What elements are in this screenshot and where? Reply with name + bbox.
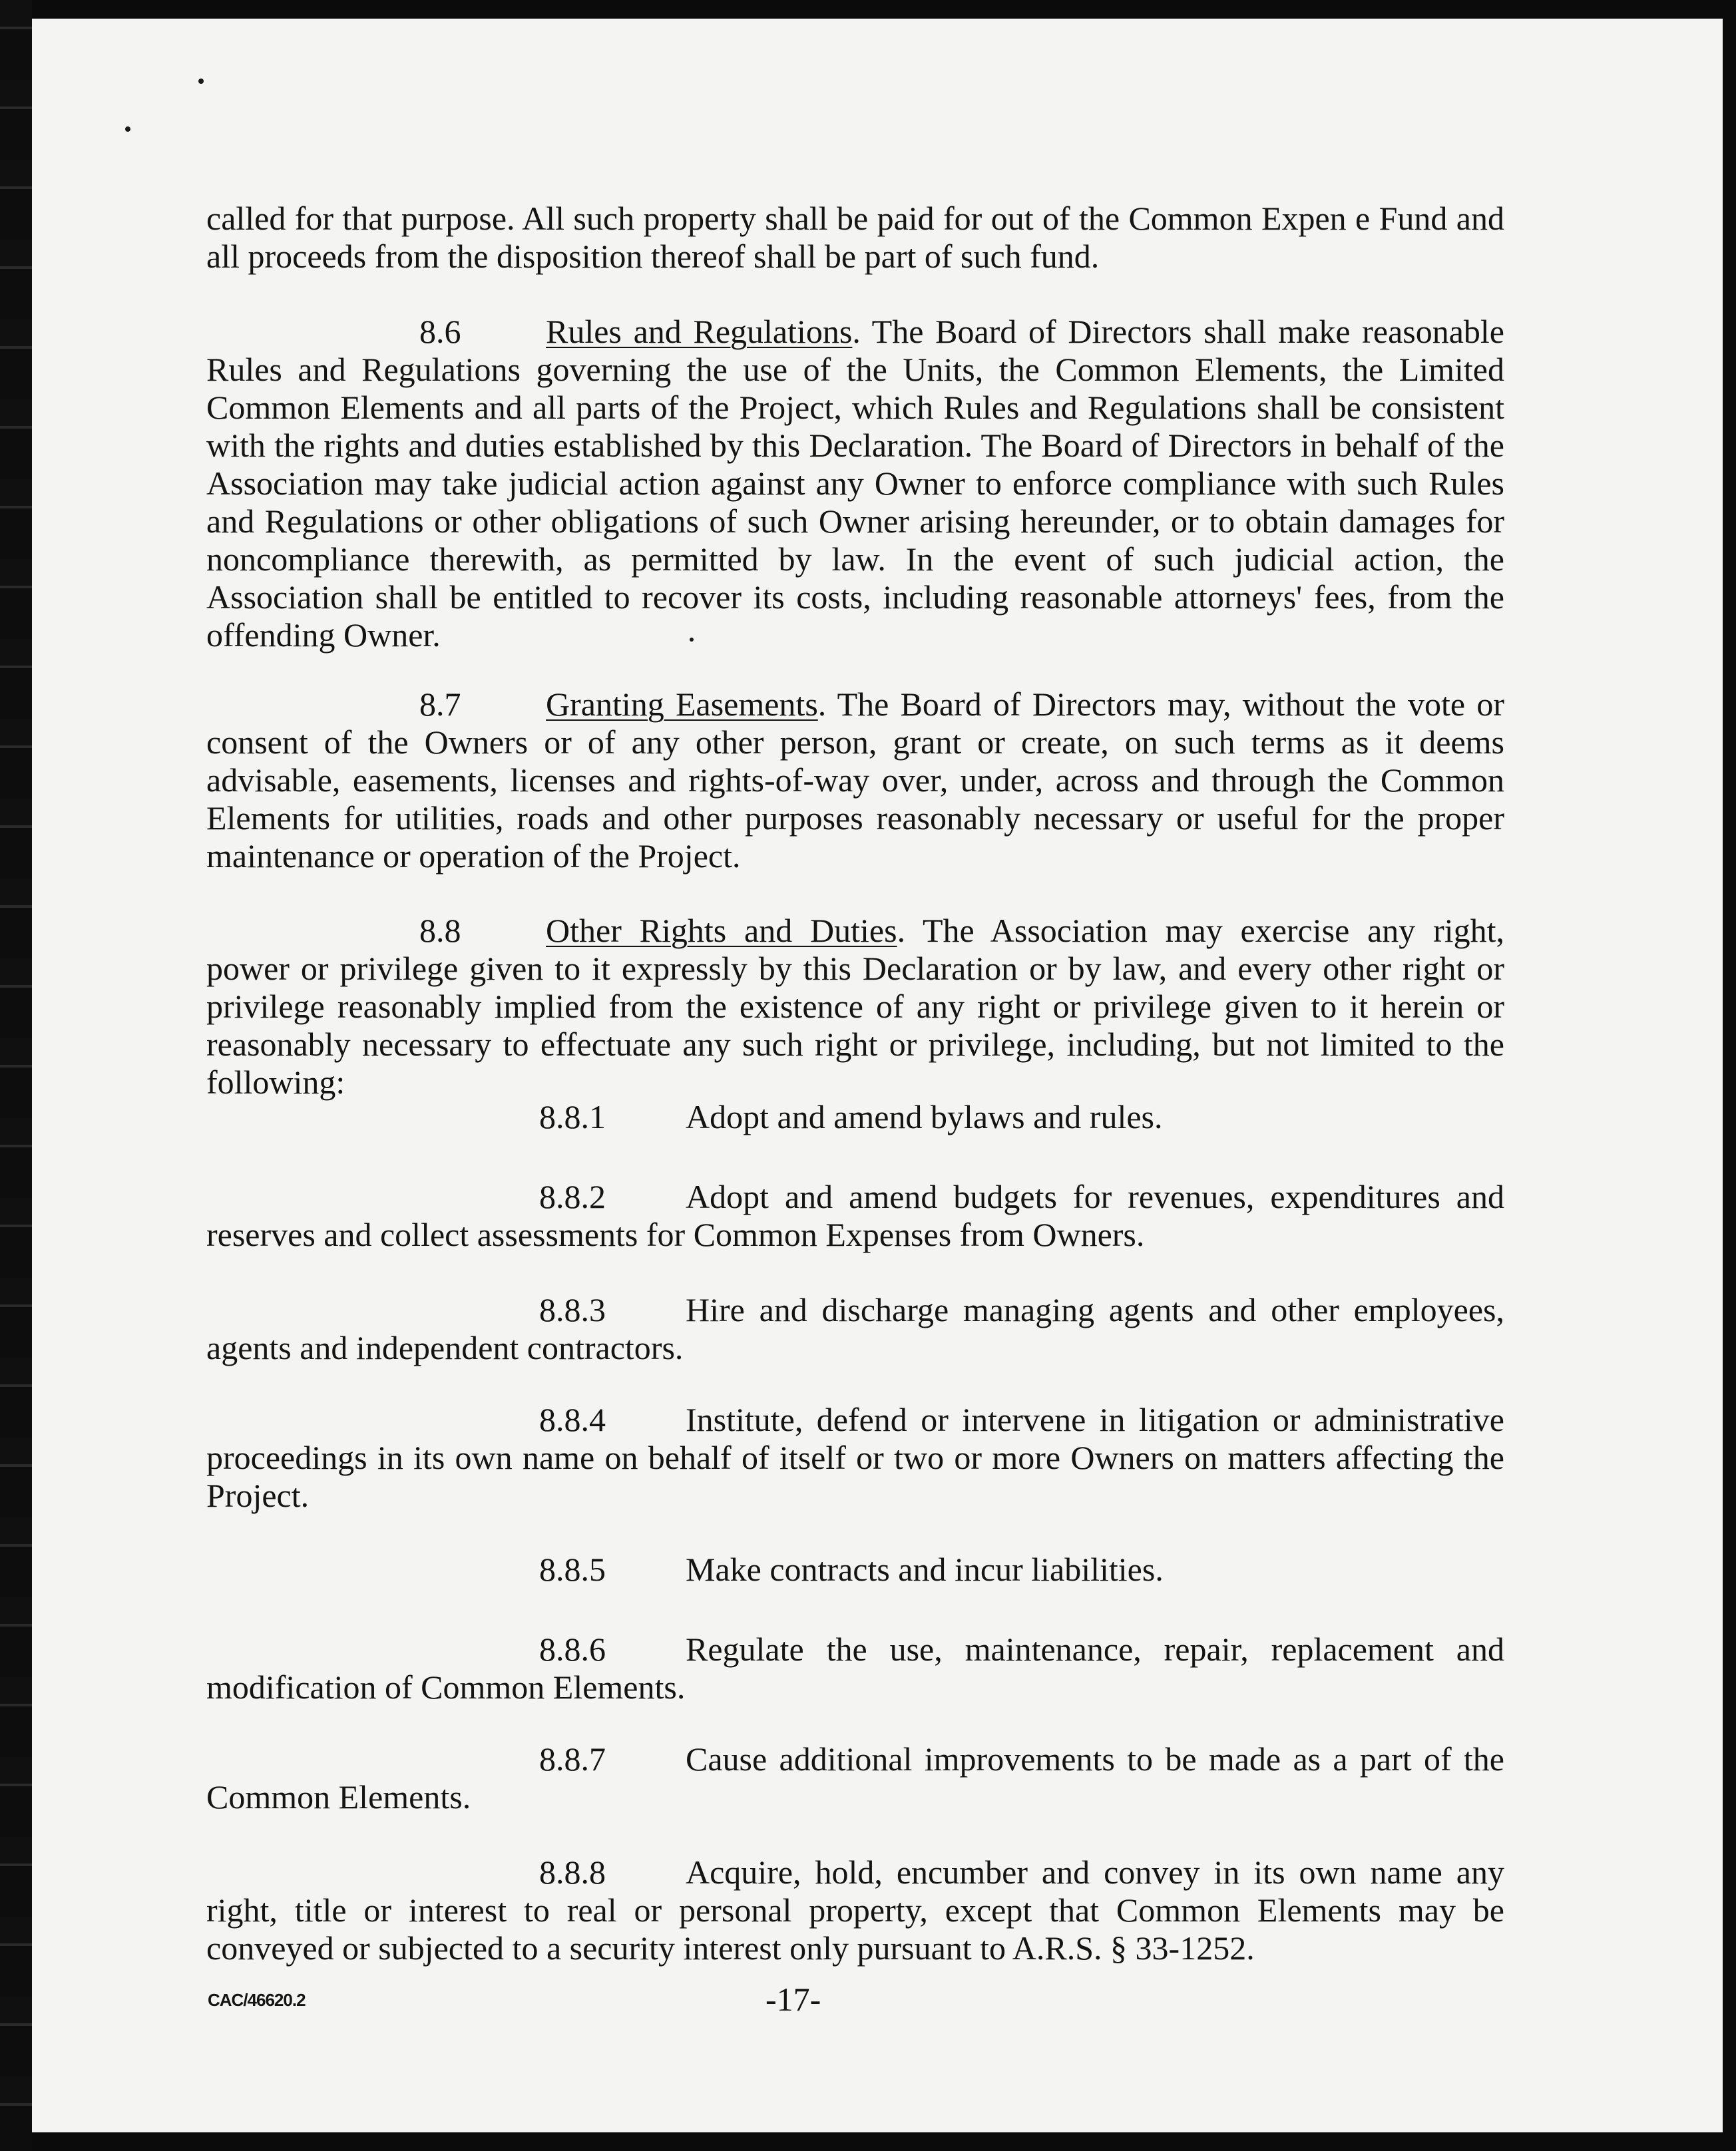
section-title: Other Rights and Duties bbox=[546, 912, 897, 949]
subsection-8-8-2 bbox=[206, 1178, 1504, 1254]
subsection-text: Make contracts and incur liabilities. bbox=[686, 1551, 1164, 1588]
section-8-6 bbox=[206, 313, 1504, 654]
subsection-text: Adopt and amend bylaws and rules. bbox=[686, 1098, 1163, 1135]
section-body: . The Board of Directors shall make reasonable Rules and Regulations governing the use of the Units, the Common Elements, the Limited Common Elements and all parts of the Project, which Rules and Regulations shall be consistent with the rights and duties established by this Declaration. The Board of Directors in behalf of the Association may take judicial action against any Owner to enforce compliance with such Rules and Regulations or other obligations of such Owner arising hereunder, or to obtain damages for noncompliance therewith, as permitted by law. In the event of such judicial action, the Association shall be entitled to recover its costs, including reasonable attorneys' fees, from the offending Owner. bbox=[206, 313, 1504, 654]
section-8-8 bbox=[206, 912, 1504, 1101]
subsection-number: 8.8.5 bbox=[539, 1551, 606, 1588]
subsection-number: 8.8.3 bbox=[539, 1291, 606, 1328]
section-number: 8.8 bbox=[419, 912, 461, 949]
subsection-text: Adopt and amend budgets for revenues, expenditures and reserves and collect assessments for Common Expenses from Owners. bbox=[206, 1178, 1504, 1253]
intro-paragraph: called for that purpose. All such property shall be paid for out of the Common Expen e Fund and all proceeds from the disposition thereof shall be part of such fund. bbox=[206, 200, 1504, 275]
section-number: 8.6 bbox=[419, 313, 461, 350]
subsection-number: 8.8.4 bbox=[539, 1401, 606, 1438]
subsection-number: 8.8.6 bbox=[539, 1631, 606, 1668]
subsection-number: 8.8.1 bbox=[539, 1098, 606, 1135]
section-body: . The Association may exercise any right, power or privilege given to it expressly by this Declaration or by law, and every other right or privilege reasonably implied from the existence of any right or privilege given to it herein or reasonably necessary to effectuate any such right or privilege, including, but not limited to the following: bbox=[206, 912, 1505, 1101]
subsection-8-8-3 bbox=[206, 1291, 1504, 1367]
scan-speck bbox=[125, 126, 130, 132]
subsection-text: Regulate the use, maintenance, repair, replacement and modification of Common Elements. bbox=[206, 1631, 1504, 1706]
subsection-text: Cause additional improvements to be made as a part of the Common Elements. bbox=[206, 1740, 1504, 1816]
scan-edge bbox=[0, 0, 32, 2151]
subsection-8-8-4 bbox=[206, 1401, 1504, 1515]
section-8-7 bbox=[206, 685, 1504, 875]
subsection-text: Institute, defend or intervene in litigation or administrative proceedings in its own name on behalf of itself or two or more Owners on matters affecting the Project. bbox=[206, 1401, 1504, 1514]
subsection-number: 8.8.8 bbox=[539, 1854, 606, 1891]
subsection-text: Acquire, hold, encumber and convey in its own name any right, title or interest to real or personal property, except that Common Elements may be conveyed or subjected to a security interest only pursuant to A.R.S. § 33-1252. bbox=[206, 1854, 1504, 1967]
subsection-8-8-8 bbox=[206, 1854, 1504, 1967]
subsection-8-8-1 bbox=[206, 1098, 1504, 1136]
section-title: Granting Easements bbox=[546, 685, 818, 723]
subsection-number: 8.8.7 bbox=[539, 1740, 606, 1778]
section-number: 8.7 bbox=[419, 685, 461, 723]
scan-speck bbox=[198, 79, 204, 84]
subsection-8-8-5 bbox=[206, 1551, 1504, 1589]
subsection-number: 8.8.2 bbox=[539, 1178, 606, 1215]
subsection-text: Hire and discharge managing agents and other employees, agents and independent contractors. bbox=[206, 1291, 1504, 1366]
subsection-8-8-7 bbox=[206, 1740, 1504, 1816]
section-title: Rules and Regulations bbox=[546, 313, 853, 350]
section-body: . The Board of Directors may, without the vote or consent of the Owners or of any other person, grant or create, on such terms as it deems advisable, easements, licenses and rights-of-way over, under, across and through the Common Elements for utilities, roads and other purposes reasonably necessary or useful for the proper maintenance or operation of the Project. bbox=[206, 685, 1504, 875]
page-number: -17- bbox=[765, 1981, 821, 2018]
document-code: CAC/46620.2 bbox=[208, 1990, 306, 2010]
subsection-8-8-6 bbox=[206, 1631, 1504, 1706]
